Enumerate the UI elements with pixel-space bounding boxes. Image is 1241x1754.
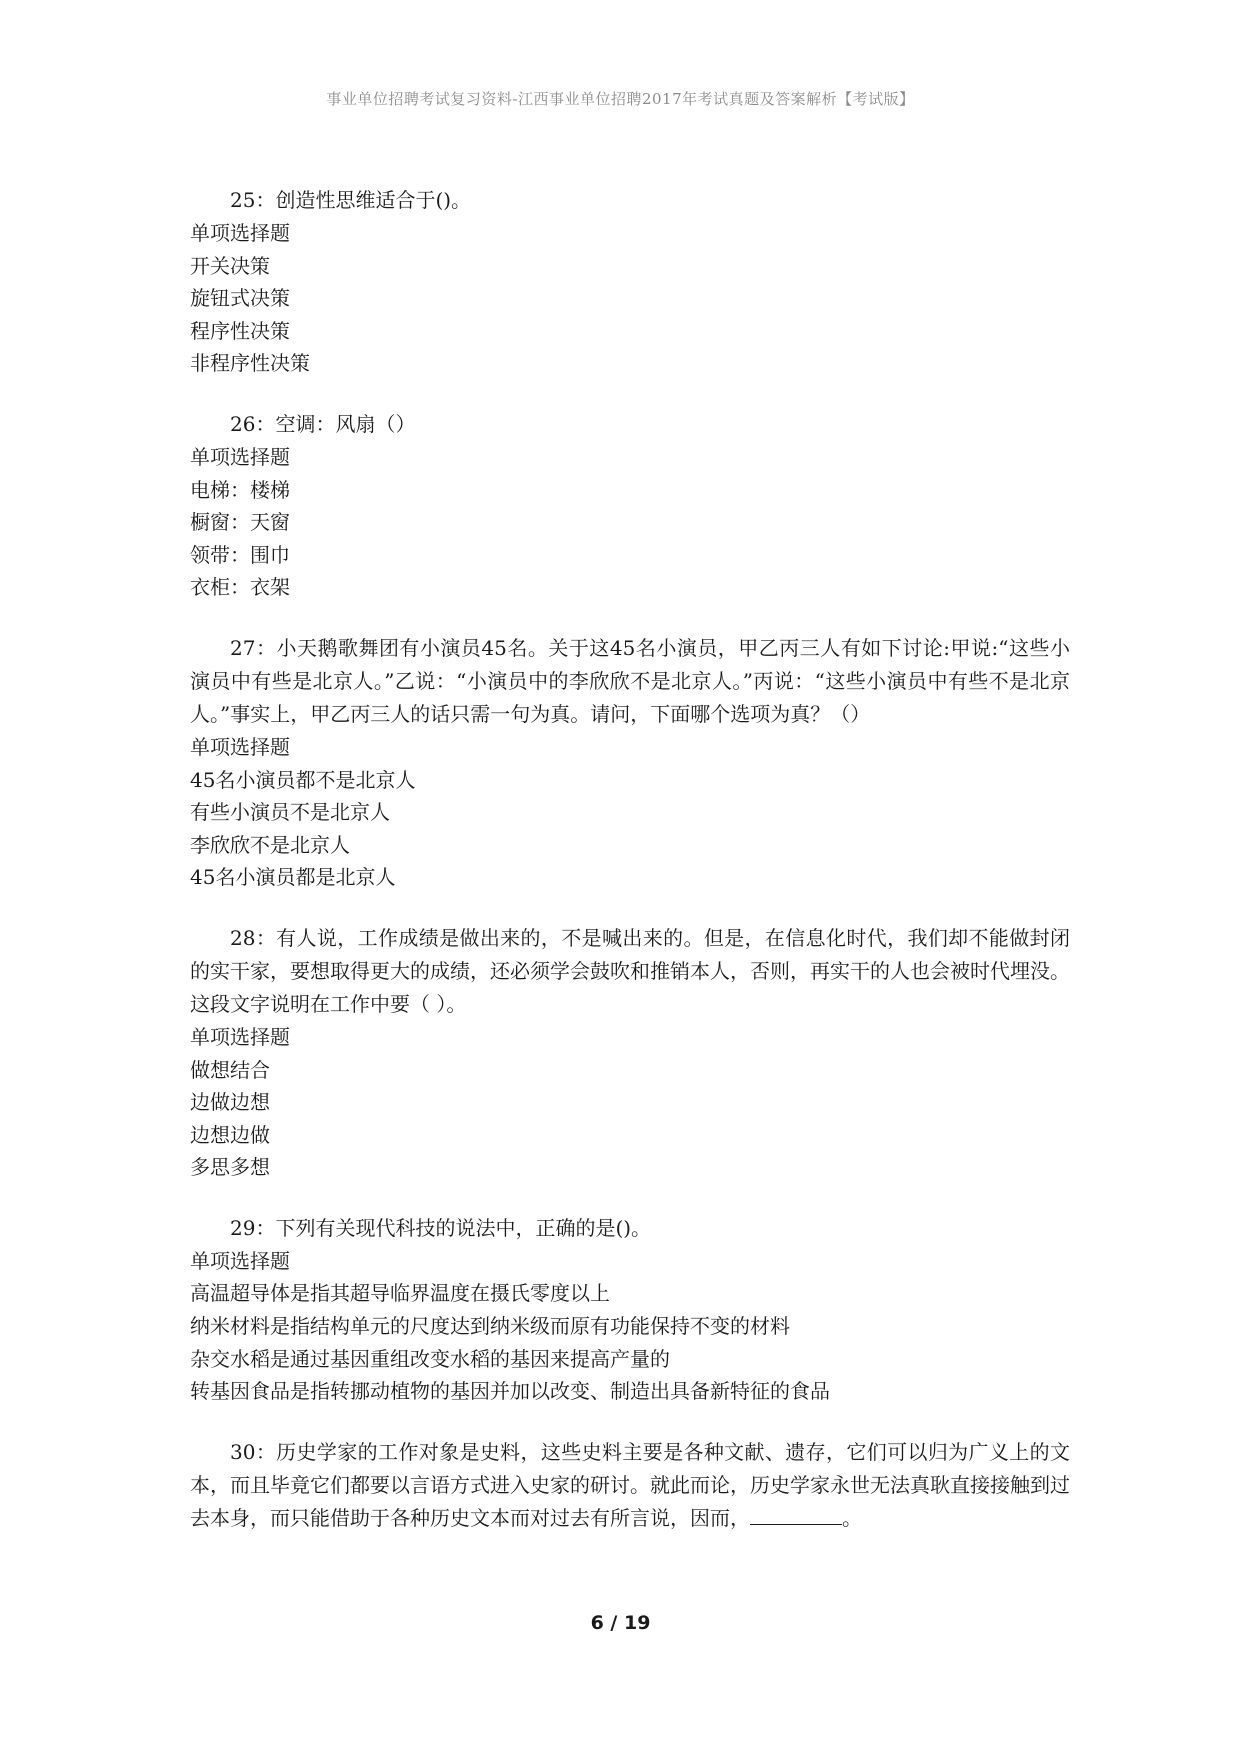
- option-c: 李欣欣不是北京人: [190, 832, 350, 857]
- option-b: 边做边想: [190, 1090, 270, 1115]
- option-d: 转基因食品是指转挪动植物的基因并加以改变、制造出具备新特征的食品: [190, 1379, 830, 1404]
- option-d: 非程序性决策: [190, 351, 310, 376]
- question-stem: 25：创造性思维适合于()。: [230, 188, 472, 212]
- option-c: 程序性决策: [190, 318, 290, 343]
- option-d: 衣柜：衣架: [190, 575, 290, 600]
- option-a: 电梯：楼梯: [190, 477, 290, 502]
- question-type: 单项选择题: [190, 444, 290, 469]
- option-a: 45名小演员都不是北京人: [190, 767, 416, 792]
- question-27: [190, 632, 1070, 894]
- option-b: 旋钮式决策: [190, 286, 290, 311]
- fill-in-blank: [750, 1504, 842, 1525]
- question-stem: [190, 1436, 1070, 1535]
- option-c: 领带：围巾: [190, 542, 290, 567]
- question-stem: 26：空调：风扇（）: [230, 411, 416, 436]
- page-header: 事业单位招聘考试复习资料-江西事业单位招聘2017年考试真题及答案解析【考试版】: [326, 90, 915, 108]
- question-26: [190, 408, 1070, 604]
- question-stem: 29：下列有关现代科技的说法中，正确的是()。: [230, 1215, 652, 1240]
- option-d: 45名小演员都是北京人: [190, 865, 396, 890]
- question-type: 单项选择题: [190, 221, 290, 245]
- option-d: 多思多想: [190, 1155, 270, 1180]
- question-type: 单项选择题: [190, 1024, 290, 1049]
- question-type: 单项选择题: [190, 734, 290, 759]
- option-a: 高温超导体是指其超导临界温度在摄氏零度以上: [190, 1281, 610, 1306]
- question-25: [190, 184, 1070, 380]
- question-stem: 27：小天鹅歌舞团有小演员45名。关于这45名小演员，甲乙丙三人有如下讨论:甲说:“这些小演员中有些是北京人。”乙说：“小演员中的李欣欣不是北京人。”丙说：“这些小演员中有些不是北京人。”事实上，甲乙丙三人的话只需一句为真。请问，下面哪个选项为真？（）: [190, 635, 1070, 726]
- option-b: 橱窗：天窗: [190, 510, 290, 535]
- option-b: 纳米材料是指结构单元的尺度达到纳米级而原有功能保持不变的材料: [190, 1314, 790, 1339]
- question-30: [190, 1436, 1070, 1535]
- document-body: [190, 184, 1070, 1563]
- option-c: 边想边做: [190, 1122, 270, 1147]
- option-b: 有些小演员不是北京人: [190, 800, 390, 825]
- option-c: 杂交水稻是通过基因重组改变水稻的基因来提高产量的: [190, 1346, 670, 1371]
- question-28: [190, 922, 1070, 1184]
- question-29: [190, 1212, 1070, 1408]
- page-number: 6 / 19: [590, 1612, 651, 1634]
- option-a: 开关决策: [190, 253, 270, 278]
- question-stem: 28：有人说，工作成绩是做出来的，不是喊出来的。但是，在信息化时代，我们却不能做封闭的实干家，要想取得更大的成绩，还必须学会鼓吹和推销本人，否则，再实干的人也会被时代埋没。这段文字说明在工作中要（ ）。: [190, 925, 1070, 1016]
- option-a: 做想结合: [190, 1057, 270, 1082]
- question-type: 单项选择题: [190, 1248, 290, 1273]
- question-stem-end: 。: [842, 1505, 862, 1530]
- question-stem-text: 30：历史学家的工作对象是史料，这些史料主要是各种文献、遗存，它们可以归为广义上的文本，而且毕竟它们都要以言语方式进入史家的研讨。就此而论，历史学家永世无法真耿直接接触到过去本身，而只能借助于各种历史文本而对过去有所言说，因而，: [190, 1439, 1070, 1530]
